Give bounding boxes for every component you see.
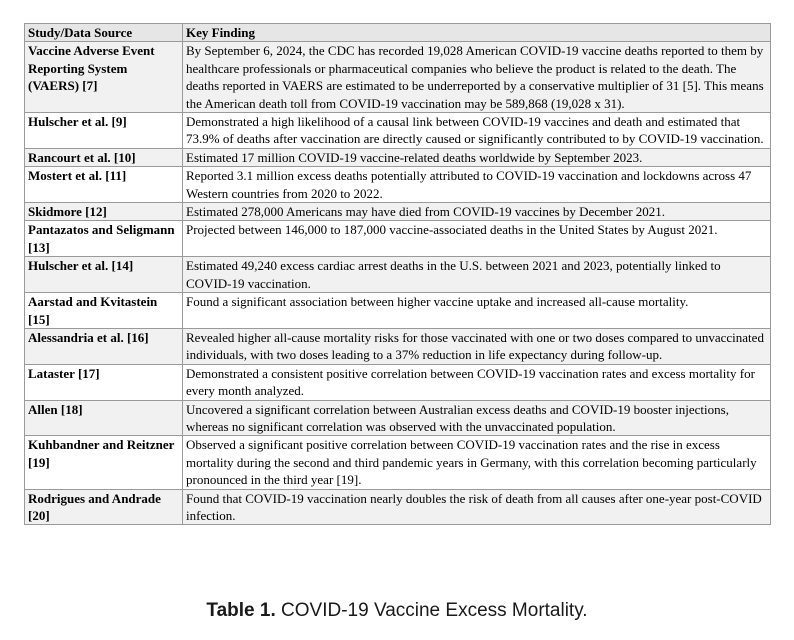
- table-caption: [0, 600, 794, 622]
- row-source: Rancourt et al. [10]: [25, 148, 183, 166]
- table-container: [24, 23, 770, 525]
- caption-label: Table 1.: [206, 600, 276, 621]
- table-header-row: [25, 24, 771, 42]
- row-finding: Demonstrated a high likelihood of a causal link between COVID-19 vaccines and death and estimated that 73.9% of deaths after vaccination are directly caused or significantly contributed to by COVID-19 vaccination.: [183, 113, 771, 149]
- row-source: Alessandria et al. [16]: [25, 328, 183, 364]
- row-source: Skidmore [12]: [25, 203, 183, 221]
- row-finding: Reported 3.1 million excess deaths potentially attributed to COVID-19 vaccination and lockdowns across 47 Western countries from 2020 to 2022.: [183, 167, 771, 203]
- row-source: Lataster [17]: [25, 364, 183, 400]
- row-source: Hulscher et al. [14]: [25, 257, 183, 293]
- table-row: [25, 489, 771, 525]
- row-finding: Revealed higher all-cause mortality risks for those vaccinated with one or two doses compared to unvaccinated individuals, with two doses leading to a 37% reduction in life expectancy during follow-up.: [183, 328, 771, 364]
- table-row: [25, 148, 771, 166]
- row-source: Mostert et al. [11]: [25, 167, 183, 203]
- row-finding: Demonstrated a consistent positive correlation between COVID-19 vaccination rates and excess mortality for every month analyzed.: [183, 364, 771, 400]
- row-finding: By September 6, 2024, the CDC has recorded 19,028 American COVID-19 vaccine deaths reported to them by healthcare professionals or pharmaceutical companies who believe the product is related to the death. The deaths reported in VAERS are estimated to be underreported by a conservative multiplier of 31 [5]. This means the American death toll from COVID-19 vaccination may be 589,868 (19,028 x 31).: [183, 42, 771, 113]
- table-row: [25, 221, 771, 257]
- row-source: Pantazatos and Seligmann [13]: [25, 221, 183, 257]
- row-source: Kuhbandner and Reitzner [19]: [25, 436, 183, 489]
- header-finding: Key Finding: [183, 24, 771, 42]
- row-source: Rodrigues and Andrade [20]: [25, 489, 183, 525]
- table-row: [25, 293, 771, 329]
- table-row: [25, 400, 771, 436]
- table-row: [25, 257, 771, 293]
- row-source: Vaccine Adverse Event Reporting System (VAERS) [7]: [25, 42, 183, 113]
- row-finding: Estimated 49,240 excess cardiac arrest deaths in the U.S. between 2021 and 2023, potentially linked to COVID-19 vaccination.: [183, 257, 771, 293]
- table-row: [25, 167, 771, 203]
- row-finding: Found that COVID-19 vaccination nearly doubles the risk of death from all causes after one-year post-COVID infection.: [183, 489, 771, 525]
- table-row: [25, 42, 771, 113]
- row-finding: Uncovered a significant correlation between Australian excess deaths and COVID-19 booster injections, whereas no significant correlation was observed with the unvaccinated population.: [183, 400, 771, 436]
- table-row: [25, 364, 771, 400]
- table-row: [25, 203, 771, 221]
- row-source: Aarstad and Kvitastein [15]: [25, 293, 183, 329]
- row-finding: Projected between 146,000 to 187,000 vaccine-associated deaths in the United States by August 2021.: [183, 221, 771, 257]
- table-row: [25, 436, 771, 489]
- table-row: [25, 113, 771, 149]
- mortality-table: [24, 23, 771, 525]
- row-finding: Observed a significant positive correlation between COVID-19 vaccination rates and the rise in excess mortality during the second and third pandemic years in Germany, with this correlation becoming particularly pronounced in the third year [19].: [183, 436, 771, 489]
- row-source: Hulscher et al. [9]: [25, 113, 183, 149]
- row-finding: Estimated 278,000 Americans may have died from COVID-19 vaccines by December 2021.: [183, 203, 771, 221]
- row-finding: Found a significant association between higher vaccine uptake and increased all-cause mortality.: [183, 293, 771, 329]
- caption-text: COVID-19 Vaccine Excess Mortality.: [281, 600, 588, 621]
- table-row: [25, 328, 771, 364]
- row-source: Allen [18]: [25, 400, 183, 436]
- row-finding: Estimated 17 million COVID-19 vaccine-related deaths worldwide by September 2023.: [183, 148, 771, 166]
- header-source: Study/Data Source: [25, 24, 183, 42]
